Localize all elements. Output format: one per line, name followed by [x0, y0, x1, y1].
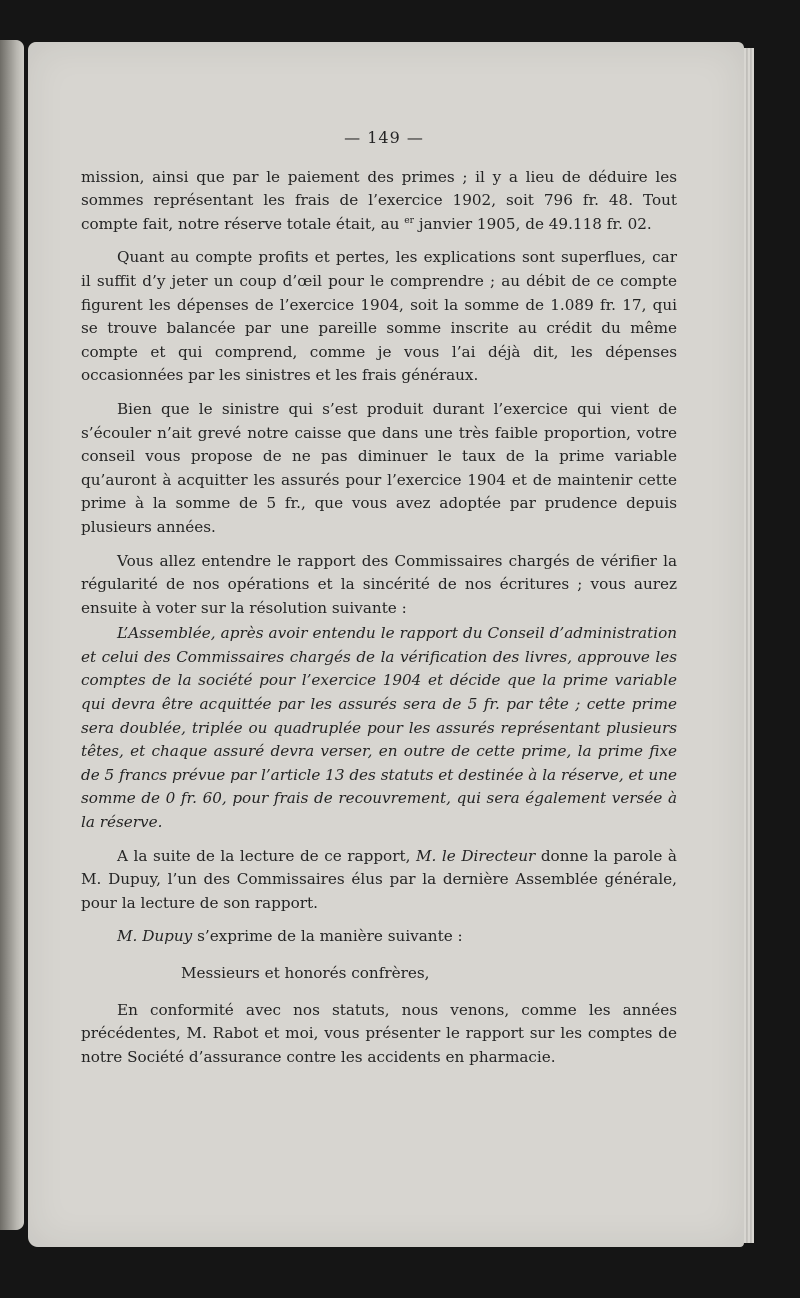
resolution-text: L’Assemblée, après avoir entendu le rapport du Conseil d’administration et celui des Commissaires chargés de la vérification des livres, approuve les comptes de la société pour l’exercice 1904 et décide que la prime variable qui devra être acquittée par les assurés sera de 5 fr. par tête ; cette prime sera doublée, triplée ou quadruplée pour les assurés représentant plusieurs têtes, et chaque assuré devra verser, en outre de cette prime, la prime fixe de 5 francs prévue par l’article 13 des statuts et destinée à la réserve, et une somme de 0 fr. 60, pour frais de recouvrement, qui sera également versée à la réserve.: [81, 624, 677, 832]
paragraph-3: Bien que le sinistre qui s’est produit durant l’exercice qui vient de s’écouler n’ait grevé notre caisse que dans une très faible proportion, votre conseil vous propose de ne pas diminuer le taux de la prime variable qu’auront à acquitter les assurés pour l’exercice 1904 et de maintenir cette prime à la somme de 5 fr., que vous avez adoptée par prudence depuis plusieurs années.: [81, 399, 677, 536]
paragraph-4: Vous allez entendre le rapport des Commissaires chargés de vérifier la régularité de nos opérations et la sincérité de nos écritures ; vous aurez ensuite à voter sur la résolution suivante :: [81, 551, 677, 617]
facing-page-edge: [0, 40, 24, 1230]
paragraph-2: Quant au compte profits et pertes, les explications sont superflues, car il suffit d’y jeter un coup d’œil pour le comprendre ; au débit de ce compte figurent les dépenses de l’exercice 1904, soit la somme de 1.089 fr. 17, qui se trouve balancée par une pareille somme inscrite au crédit du même compte et qui comprend, comme je vous l’ai déjà dit, les dépenses occasionnées par les sinistres et les frais généraux.: [81, 248, 677, 385]
paragraph-7: En conformité avec nos statuts, nous venons, comme les années précédentes, M. Rabot et moi, vous présenter le rapport sur les comptes de notre Société d’assurance contre les accidents en pharmacie.: [81, 1000, 677, 1066]
speaker-name: M. Dupuy: [117, 927, 193, 946]
paragraph-1: [81, 166, 677, 237]
page-number: — 149 —: [344, 128, 424, 147]
page-text: [81, 126, 677, 1069]
director-reference: M. le Directeur: [415, 846, 536, 865]
paragraph-5-end: donne la parole à M. Dupuy, l’un des Commissaires élus par la dernière Assemblée générale, pour la lecture de son rapport.: [81, 846, 677, 912]
ordinal-superscript: er: [404, 215, 415, 226]
paragraph-1-text: mission, ainsi que par le paiement des primes ; il y a lieu de déduire les sommes représentant les frais de l’exercice 1902, soit 796 fr. 48. Tout compte fait, notre réserve totale était, au: [81, 167, 677, 233]
paragraph-5: [81, 845, 677, 916]
paragraph-6: [81, 925, 677, 949]
paragraph-5-start: A la suite de la lecture de ce rapport,: [117, 846, 416, 865]
book-page: [28, 42, 744, 1247]
paragraph-6-end: s’exprime de la manière suivante :: [192, 927, 463, 946]
paragraph-1-end: janvier 1905, de 49.118 fr. 02.: [414, 214, 652, 233]
salutation: Messieurs et honorés confrères,: [181, 964, 430, 982]
